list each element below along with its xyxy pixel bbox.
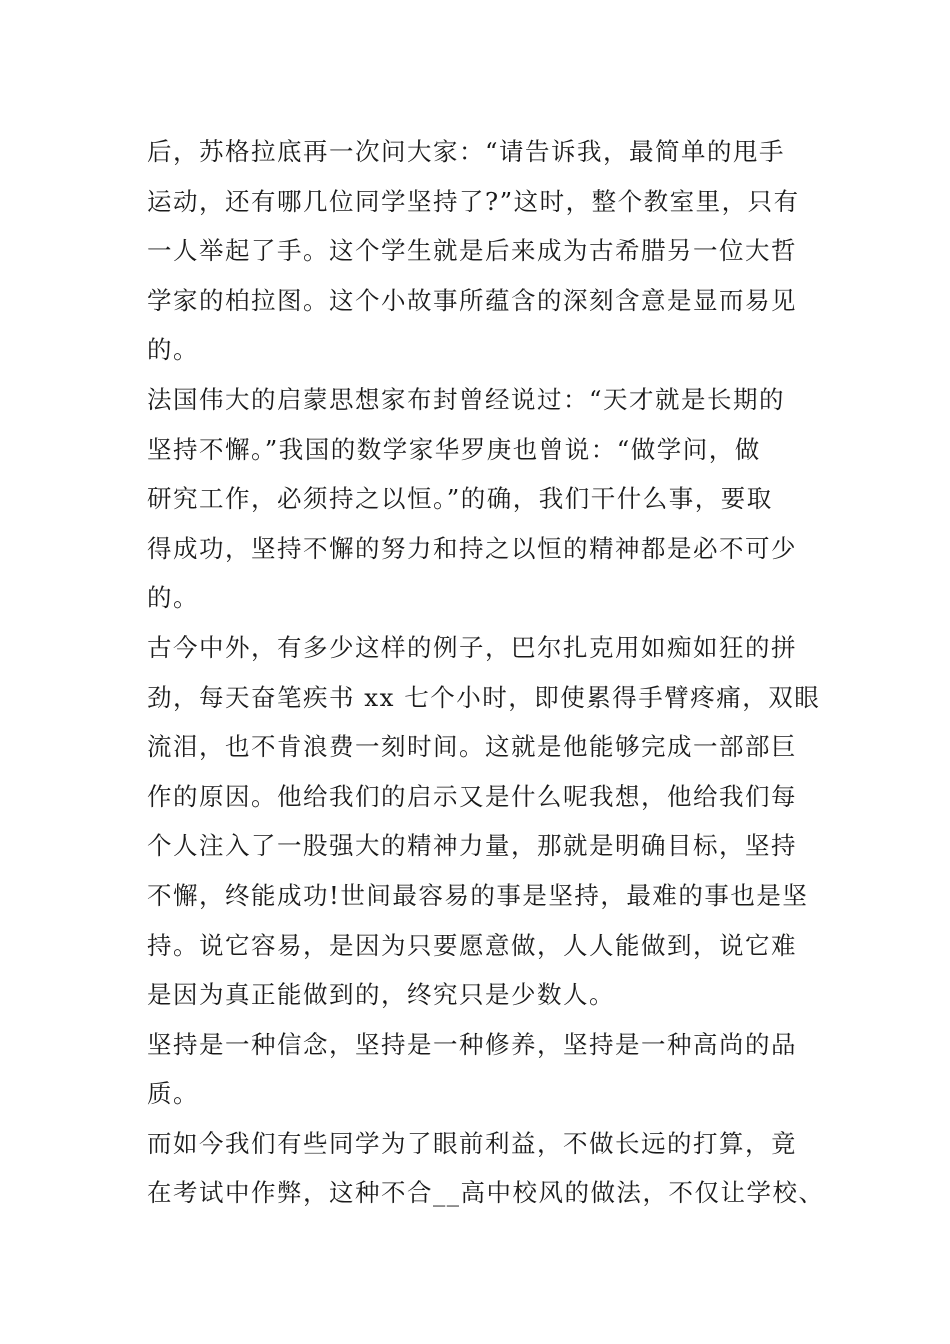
text-line: 学家的柏拉图。这个小故事所蕴含的深刻含意是显而易见: [147, 285, 797, 315]
text-line: 得成功，坚持不懈的努力和持之以恒的精神都是必不可少: [147, 533, 797, 563]
text-line: 研究工作，必须持之以恒。”的确，我们干什么事，要取: [147, 484, 773, 514]
text-line: 个人注入了一股强大的精神力量，那就是明确目标，坚持: [147, 831, 797, 861]
text-line: 劲，每天奋笔疾书 xx 七个小时，即使累得手臂疼痛，双眼: [147, 682, 821, 712]
text-line: 流泪，也不肯浪费一刻时间。这就是他能够完成一部部巨: [147, 732, 797, 762]
text-line: 坚持是一种信念，坚持是一种修养，坚持是一种高尚的品: [147, 1029, 797, 1059]
document-body: [147, 127, 847, 1218]
text-line: 质。: [147, 1079, 199, 1109]
text-line: 古今中外，有多少这样的例子，巴尔扎克用如痴如狂的拼: [147, 632, 797, 662]
text-line: 持。说它容易，是因为只要愿意做，人人能做到，说它难: [147, 930, 797, 960]
text-line: 一人举起了手。这个学生就是后来成为古希腊另一位大哲: [147, 236, 797, 266]
text-line: 后，苏格拉底再一次问大家：“请告诉我，最简单的甩手: [147, 137, 786, 166]
text-line: 坚持不懈。”我国的数学家华罗庚也曾说：“做学问，做: [147, 434, 761, 464]
text-line: 作的原因。他给我们的启示又是什么呢我想，他给我们每: [147, 781, 797, 811]
text-line: 在考试中作弊，这种不合__高中校风的做法，不仅让学校、: [147, 1178, 825, 1208]
text-line: 运动，还有哪几位同学坚持了?”这时，整个教室里，只有: [147, 186, 800, 216]
text-line: 而如今我们有些同学为了眼前利益，不做长远的打算，竟: [147, 1128, 797, 1158]
text-line: 是因为真正能做到的，终究只是少数人。: [147, 980, 615, 1010]
text-line: 的。: [147, 583, 199, 613]
text-line: 的。: [147, 335, 199, 365]
text-line: 法国伟大的启蒙思想家布封曾经说过：“天才就是长期的: [147, 384, 786, 414]
text-line: 不懈，终能成功!世间最容易的事是坚持，最难的事也是坚: [147, 880, 809, 910]
